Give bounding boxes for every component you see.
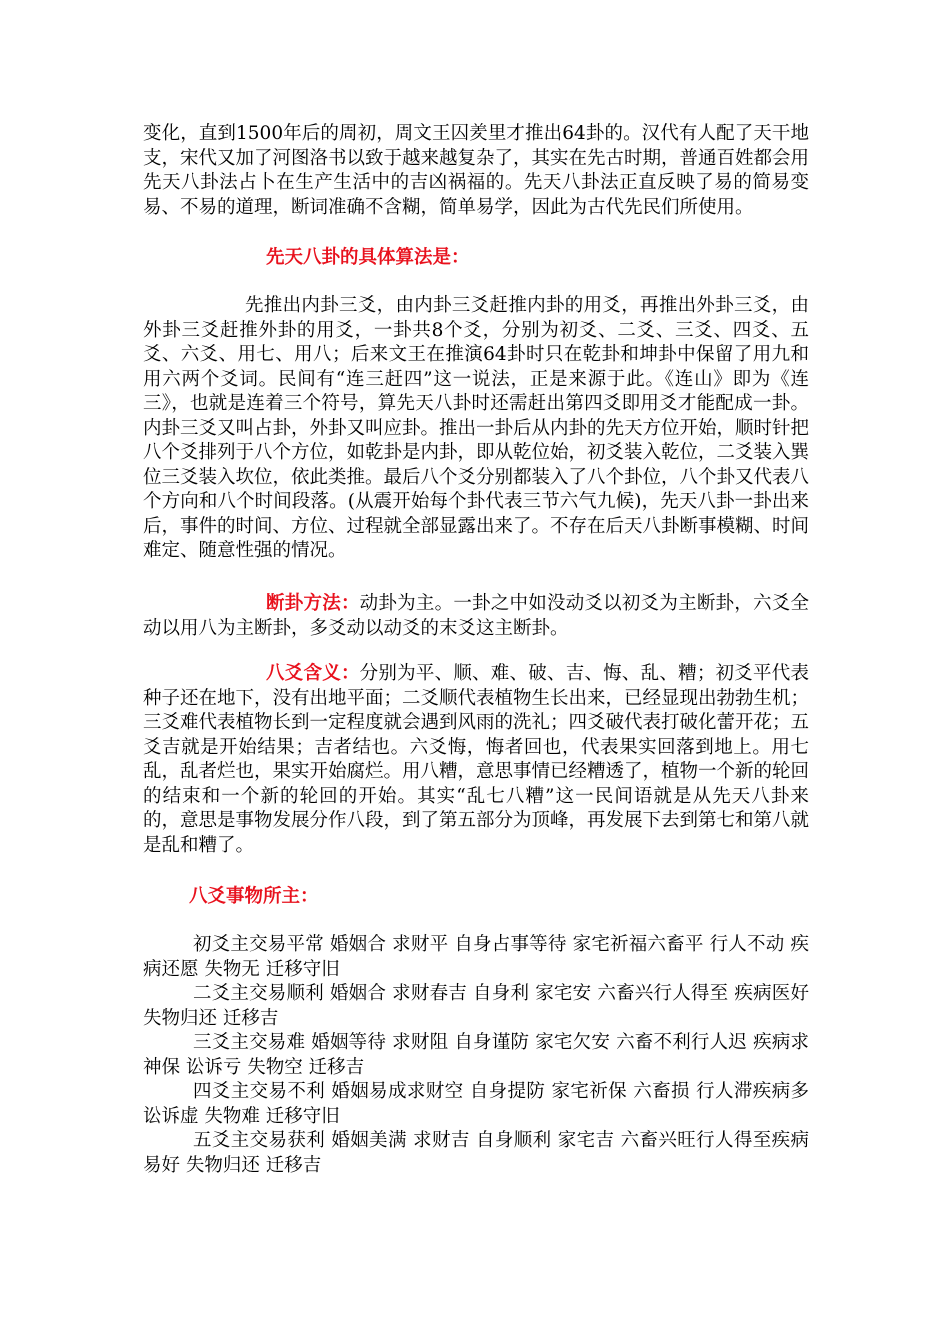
things-heading: 八爻事物所主： (189, 886, 319, 907)
intro-paragraph: 变化，直到1500年后的周初，周文王囚羑里才推出64卦的。汉代有人配了天干地支，宋代又加了河图洛书以致于越来越复杂了，其实在先古时期，普通百姓都会用先天八卦法占卜在生产生活中的吉凶祸福的。先天八卦法正直反映了易的简易变易、不易的道理，断词准确不含糊，简单易学，因此为古代先民们所使用。 (143, 123, 810, 218)
judging-colon: ： (340, 593, 360, 614)
meaning-colon: ： (340, 663, 360, 684)
judging-body: 动卦为主。一卦之中如没动爻以初爻为主断卦，六爻全动以用八为主断卦，多爻动以动爻的末爻这主断卦。 (143, 593, 809, 639)
things-line-4: 四爻主交易不利 婚姻易成求财空 自身提防 家宅祈保 六畜损 行人滞疾病多 讼诉虚 失物难 迁移守旧 (143, 1081, 809, 1127)
algorithm-paragraph: 先推出内卦三爻，由内卦三爻赶推内卦的用爻，再推出外卦三爻，由外卦三爻赶推外卦的用爻，一卦共8个爻，分别为初爻、二爻、三爻、四爻、五爻、六爻、用七、用八；后来文王在推演64卦时只在乾卦和坤卦中保留了用九和用六两个爻词。民间有“连三赶四”这一说法，正是来源于此。《连山》即为《连三》，也就是连着三个符号，算先天八卦时还需赶出第四爻即用爻才能配成一卦。内卦三爻又叫占卦，外卦又叫应卦。推出一卦后从内卦的先天方位开始，顺时针把八个爻排列于八个方位，如乾卦是内卦，即从乾位始，初爻装入乾位，二爻装入巽位三爻装入坎位，依此类推。最后八个爻分别都装入了八个卦位，八个卦又代表八个方向和八个时间段落。(从震开始每个卦代表三节六气九候)，先天八卦一卦出来后，事件的时间、方位、过程就全部显露出来了。不存在后天八卦断事模糊、时间难定、随意性强的情况。 (143, 295, 810, 561)
meaning-label: 八爻含义 (266, 663, 341, 684)
things-list (143, 933, 809, 1178)
things-line-3: 三爻主交易难 婚姻等待 求财阻 自身谨防 家宅欠安 六畜不利行人迟 疾病求神保 讼诉亏 失物空 迁移吉 (143, 1032, 809, 1078)
judging-paragraph (143, 592, 809, 641)
meaning-paragraph (143, 662, 809, 858)
algorithm-heading: 先天八卦的具体算法是： (266, 247, 470, 268)
things-line-2: 二爻主交易顺利 婚姻合 求财春吉 自身利 家宅安 六畜兴行人得至 疾病医好 失物归还 迁移吉 (143, 983, 809, 1029)
things-line-1: 初爻主交易平常 婚姻合 求财平 自身占事等待 家宅祈福六畜平 行人不动 疾病还愿 失物无 迁移守旧 (143, 934, 809, 980)
judging-label: 断卦方法 (266, 593, 341, 614)
meaning-body: 分别为平、顺、难、破、吉、悔、乱、糟；初爻平代表种子还在地下，没有出地平面；二爻顺代表植物生长出来，已经显现出勃勃生机；三爻难代表植物长到一定程度就会遇到风雨的洗礼；四爻破代表打破化蕾开花；五爻吉就是开始结果；吉者结也。六爻悔，悔者回也，代表果实回落到地上。用七乱，乱者烂也，果实开始腐烂。用八糟，意思事情已经糟透了，植物一个新的轮回的结束和一个新的轮回的开始。其实“乱七八糟”这一民间语就是从先天八卦来的，意思是事物发展分作八段，到了第五部分为顶峰，再发展下去到第七和第八就是乱和糟了。 (143, 663, 810, 856)
things-line-5: 五爻主交易获利 婚姻美满 求财吉 自身顺利 家宅吉 六畜兴旺行人得至疾病易好 失物归还 迁移吉 (143, 1130, 809, 1176)
